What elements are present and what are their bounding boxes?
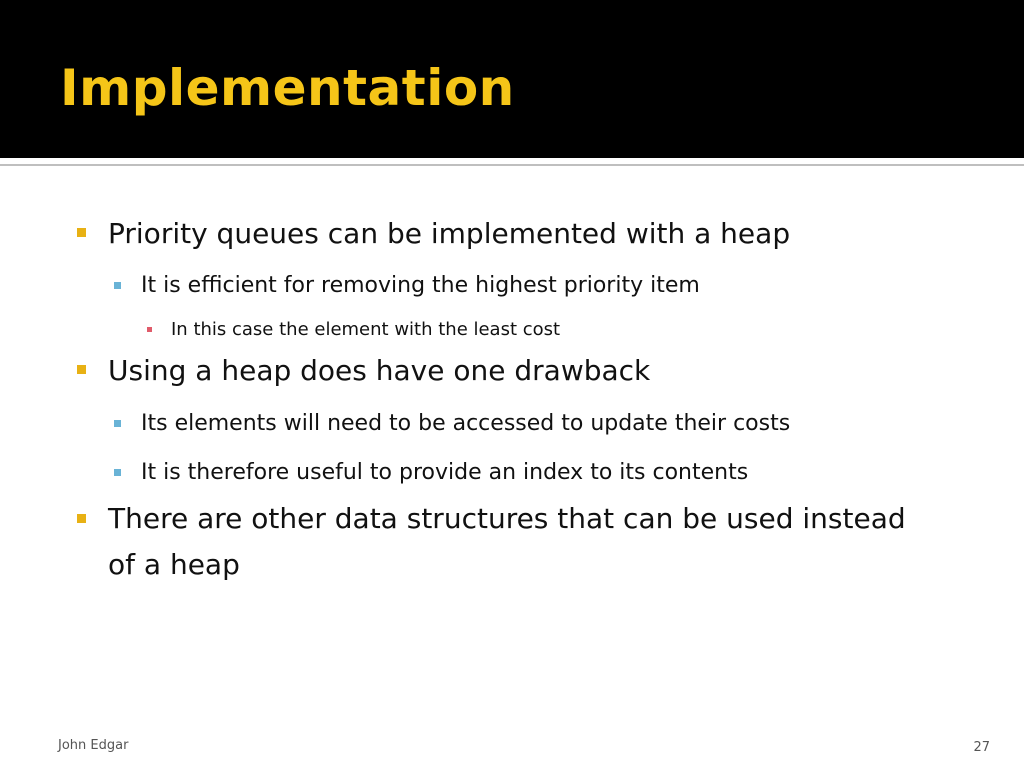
bullet-item-level2	[141, 408, 790, 440]
bullet-item-level1	[108, 214, 790, 254]
bullet-item-level2	[141, 457, 748, 489]
square-bullet-icon	[77, 228, 86, 237]
bullet-item-level1	[108, 496, 928, 588]
square-bullet-icon	[114, 420, 121, 427]
bullet-text: There are other data structures that can be used instead of a heap	[108, 502, 906, 581]
square-bullet-icon	[77, 365, 86, 374]
bullet-text: It is therefore useful to provide an index to its contents	[141, 460, 749, 485]
footer-page-number: 27	[973, 740, 990, 755]
bullet-text: Its elements will need to be accessed to update their costs	[141, 411, 791, 436]
bullet-text: It is efficient for removing the highest priority item	[141, 273, 700, 298]
bullet-text: Priority queues can be implemented with a heap	[108, 217, 791, 250]
bullet-item-level3	[171, 317, 560, 343]
slide-title: Implementation	[60, 59, 515, 117]
square-bullet-icon	[114, 469, 121, 476]
square-bullet-icon	[114, 282, 121, 289]
footer-author: John Edgar	[58, 738, 129, 753]
bullet-text: Using a heap does have one drawback	[108, 354, 651, 387]
bullet-item-level1	[108, 351, 650, 391]
square-bullet-icon	[77, 514, 86, 523]
bullet-text: In this case the element with the least cost	[171, 319, 561, 340]
square-bullet-icon	[147, 327, 152, 332]
bullet-item-level2	[141, 270, 700, 302]
